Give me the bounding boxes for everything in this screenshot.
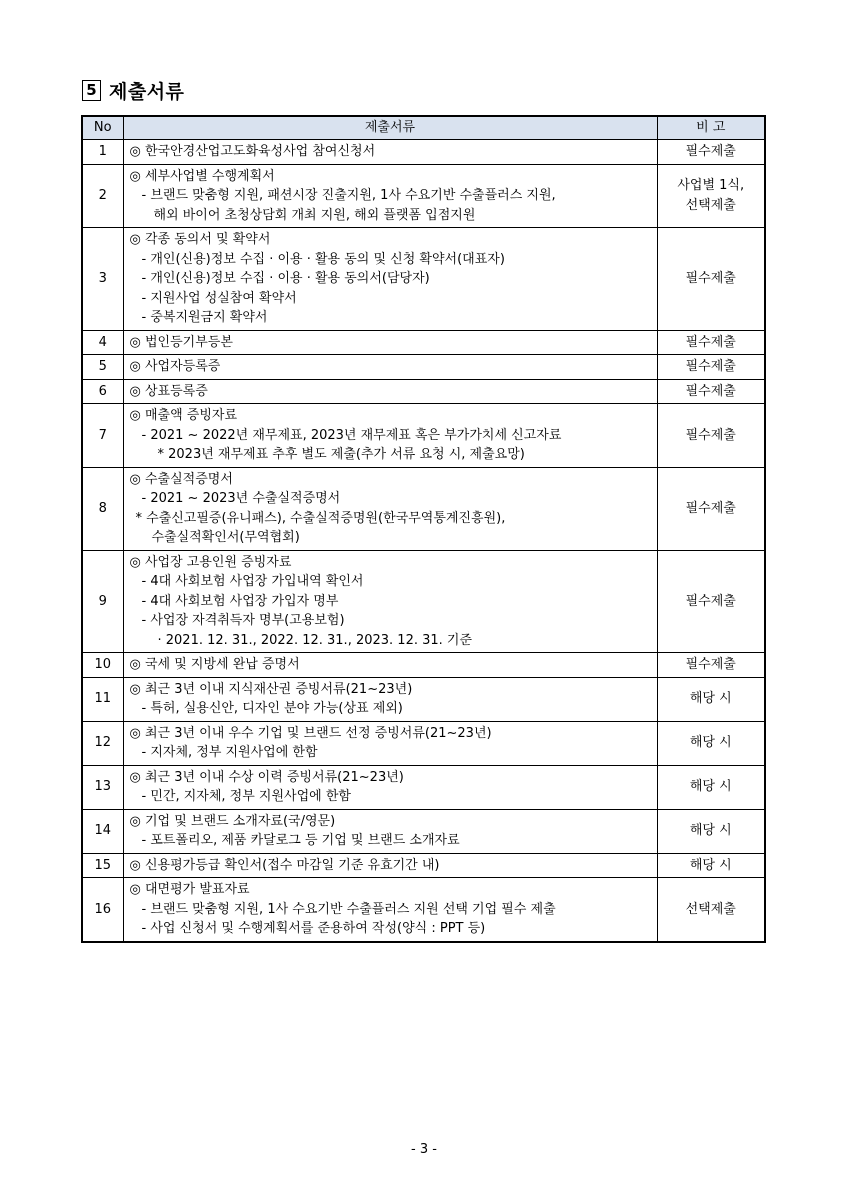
note-line: 필수제출	[685, 657, 736, 672]
note-line: 필수제출	[685, 593, 736, 609]
row-note	[657, 404, 765, 468]
note-line: 해당 시	[689, 691, 732, 707]
note-line: 필수제출	[685, 500, 736, 516]
content-line: ◎ 사업장 고용인원 증빙자료	[129, 554, 292, 570]
content-line: - 2021 ~ 2022년 재무제표, 2023년 재무제표 혹은 부가가치세 신고자료	[141, 427, 562, 443]
note-line: 필수제출	[685, 427, 736, 443]
note-line: 선택제출	[685, 197, 736, 213]
note-line: 해당 시	[689, 735, 732, 751]
header-note: 비 고	[657, 116, 765, 140]
content-line: 수출실적확인서(무역협회)	[151, 530, 300, 545]
content-line: ◎ 최근 3년 이내 지식재산권 증빙서류(21~23년)	[129, 681, 413, 697]
row-note	[657, 379, 765, 404]
row-note	[657, 228, 765, 331]
table-row	[82, 878, 765, 942]
row-number: 3	[82, 228, 123, 331]
table-row	[82, 355, 765, 380]
row-number: 14	[82, 809, 123, 853]
content-line: ◎ 상표등록증	[129, 383, 208, 399]
row-content	[123, 467, 657, 550]
content-line: ◎ 세부사업별 수행계획서	[129, 168, 275, 184]
row-note	[657, 677, 765, 721]
content-line: - 포트폴리오, 제품 카달로그 등 기업 및 브랜드 소개자료	[141, 833, 460, 848]
row-number: 1	[82, 140, 123, 165]
content-line: - 개인(신용)정보 수집 · 이용 · 활용 동의 및 신청 확약서(대표자)	[141, 251, 505, 267]
row-note	[657, 164, 765, 228]
section-number-box: 5	[82, 80, 101, 101]
row-number: 11	[82, 677, 123, 721]
note-line: 필수제출	[685, 271, 736, 286]
row-number: 7	[82, 404, 123, 468]
content-line: ◎ 최근 3년 이내 수상 이력 증빙서류(21~23년)	[129, 769, 404, 785]
table-row	[82, 721, 765, 765]
note-line: 해당 시	[689, 857, 732, 873]
note-line: 필수제출	[685, 359, 736, 374]
row-number: 6	[82, 379, 123, 404]
row-number: 15	[82, 853, 123, 878]
page-number: - 3 -	[411, 1142, 437, 1157]
row-content	[123, 404, 657, 468]
row-content	[123, 330, 657, 355]
row-number: 13	[82, 765, 123, 809]
row-note	[657, 550, 765, 653]
content-line: * 2023년 재무제표 추후 별도 제출(추가 서류 요청 시, 제출요망)	[157, 447, 525, 462]
content-line: - 지원사업 성실참여 확약서	[141, 290, 297, 306]
header-no: No	[82, 116, 123, 140]
note-line: 필수제출	[685, 144, 736, 159]
row-number: 12	[82, 721, 123, 765]
table-row	[82, 404, 765, 468]
content-line: - 2021 ~ 2023년 수출실적증명서	[141, 491, 341, 506]
table-row	[82, 809, 765, 853]
content-line: 해외 바이어 초청상담회 개최 지원, 해외 플랫폼 입점지원	[153, 207, 476, 223]
row-content	[123, 765, 657, 809]
row-note	[657, 878, 765, 942]
content-line: - 4대 사회보험 사업장 가입내역 확인서	[141, 574, 364, 589]
note-line: 해당 시	[689, 779, 732, 795]
table-row	[82, 677, 765, 721]
table-row	[82, 164, 765, 228]
content-line: - 4대 사회보험 사업장 가입자 명부	[141, 593, 339, 609]
note-line: 선택제출	[685, 901, 736, 917]
row-number: 2	[82, 164, 123, 228]
row-content	[123, 677, 657, 721]
row-note	[657, 765, 765, 809]
note-line: 사업별 1식,	[677, 178, 745, 194]
note-line: 필수제출	[685, 383, 736, 399]
content-line: * 수출신고필증(유니패스), 수출실적증명원(한국무역통계진흥원),	[135, 510, 506, 526]
content-line: ◎ 기업 및 브랜드 소개자료(국/영문)	[129, 813, 336, 829]
row-number: 10	[82, 653, 123, 678]
content-line: - 특허, 실용신안, 디자인 분야 가능(상표 제외)	[141, 701, 403, 716]
content-line: - 중복지원금지 확약서	[141, 310, 268, 325]
table-header-row	[82, 116, 765, 140]
row-number: 5	[82, 355, 123, 380]
documents-table	[81, 115, 766, 943]
row-note	[657, 809, 765, 853]
table-row	[82, 550, 765, 653]
row-content	[123, 379, 657, 404]
section-title: 제출서류	[109, 80, 185, 103]
row-content	[123, 853, 657, 878]
content-line: - 사업장 자격취득자 명부(고용보험)	[141, 613, 345, 628]
row-content	[123, 653, 657, 678]
content-line: - 민간, 지자체, 정부 지원사업에 한함	[141, 789, 351, 804]
row-number: 4	[82, 330, 123, 355]
note-line: 필수제출	[685, 334, 736, 350]
table-row	[82, 330, 765, 355]
content-line: ◎ 각종 동의서 및 확약서	[129, 232, 271, 247]
row-note	[657, 721, 765, 765]
row-note	[657, 355, 765, 380]
content-line: ◎ 대면평가 발표자료	[129, 882, 250, 897]
row-note	[657, 467, 765, 550]
content-line: ◎ 신용평가등급 확인서(접수 마감일 기준 유효기간 내)	[129, 857, 440, 873]
content-line: ◎ 수출실적증명서	[129, 471, 233, 487]
row-content	[123, 164, 657, 228]
table-row	[82, 467, 765, 550]
table-row	[82, 853, 765, 878]
row-note	[657, 853, 765, 878]
content-line: ◎ 최근 3년 이내 우수 기업 및 브랜드 선정 증빙서류(21~23년)	[129, 725, 492, 741]
content-line: - 사업 신청서 및 수행계획서를 준용하여 작성(양식 : PPT 등)	[141, 921, 486, 936]
row-note	[657, 140, 765, 165]
table-row	[82, 765, 765, 809]
table-row	[82, 653, 765, 678]
row-content	[123, 878, 657, 942]
row-note	[657, 330, 765, 355]
row-content	[123, 721, 657, 765]
content-line: ◎ 한국안경산업고도화육성사업 참여신청서	[129, 144, 376, 159]
note-line: 해당 시	[689, 823, 732, 839]
content-line: ◎ 사업자등록증	[129, 359, 221, 374]
row-content	[123, 228, 657, 331]
table-row	[82, 228, 765, 331]
row-note	[657, 653, 765, 678]
row-number: 16	[82, 878, 123, 942]
content-line: - 지자체, 정부 지원사업에 한함	[141, 745, 318, 760]
content-line: ◎ 매출액 증빙자료	[129, 408, 238, 423]
row-content	[123, 355, 657, 380]
table-row	[82, 379, 765, 404]
content-line: - 브랜드 맞춤형 지원, 1사 수요기반 수출플러스 지원 선택 기업 필수 제출	[141, 901, 556, 917]
header-docs: 제출서류	[123, 116, 657, 140]
table-row	[82, 140, 765, 165]
row-number: 9	[82, 550, 123, 653]
row-content	[123, 550, 657, 653]
content-line: ◎ 법인등기부등본	[129, 334, 233, 350]
content-line: · 2021. 12. 31., 2022. 12. 31., 2023. 12. 31. 기준	[157, 632, 473, 648]
row-content	[123, 140, 657, 165]
row-content	[123, 809, 657, 853]
content-line: - 브랜드 맞춤형 지원, 패션시장 진출지원, 1사 수요기반 수출플러스 지원,	[141, 188, 556, 203]
row-number: 8	[82, 467, 123, 550]
content-line: ◎ 국세 및 지방세 완납 증명서	[129, 657, 300, 672]
section-heading	[82, 78, 184, 102]
content-line: - 개인(신용)정보 수집 · 이용 · 활용 동의서(담당자)	[141, 271, 430, 286]
